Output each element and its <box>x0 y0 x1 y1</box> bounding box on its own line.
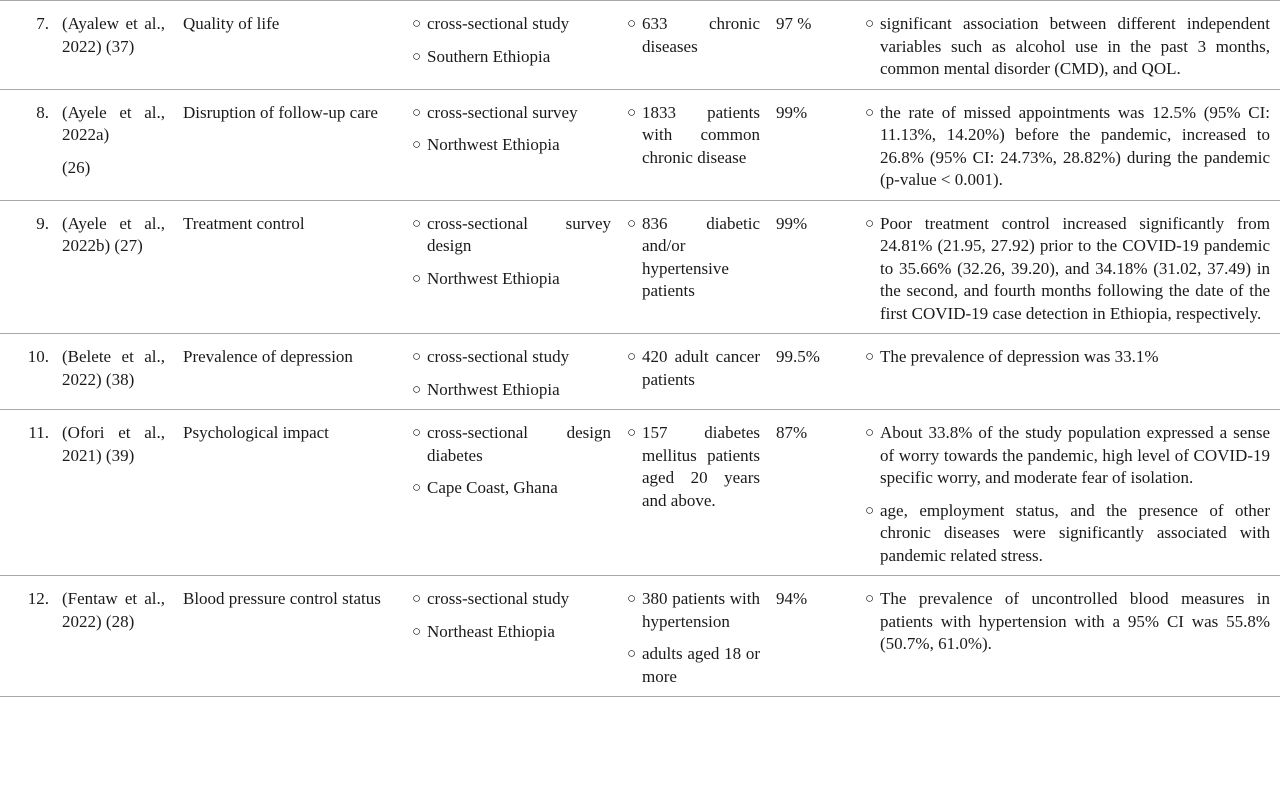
row-number: 7. <box>36 14 49 33</box>
design-item <box>412 213 611 258</box>
bullet-icon: ○ <box>627 646 637 662</box>
finding-text: The prevalence of uncontrolled blood measures in patients with hypertension with a 95% CI was 55.8%(50.7%, 61.0%). <box>880 589 1270 653</box>
design-item <box>412 588 611 611</box>
study-design <box>404 200 619 334</box>
table-row <box>0 1 1280 90</box>
design-item <box>412 422 611 467</box>
bullet-icon: ○ <box>412 591 422 607</box>
finding-text: Poor treatment control increased significantly from 24.81% (21.95, 27.92) prior to the COVID-19 pandemic to 35.66% (32.26, 39.20), and 34.18% (31.02, 37.49) in the second, and fourth months following the date of the first COVID-19 case detection in Ethiopia, respectively. <box>880 213 1270 323</box>
study-sample <box>619 200 768 334</box>
study-reference <box>57 410 175 576</box>
response-rate: 97 % <box>776 14 812 33</box>
bullet-icon: ○ <box>627 425 637 441</box>
design-text: Northwest Ethiopia <box>427 379 560 399</box>
bullet-icon: ○ <box>412 48 422 65</box>
bullet-icon: ○ <box>412 104 422 121</box>
row-number: 10. <box>27 347 49 366</box>
design-item <box>412 13 611 36</box>
study-sample <box>619 1 768 90</box>
study-findings <box>856 200 1280 334</box>
design-item <box>412 621 611 644</box>
bullet-icon: ○ <box>865 425 875 441</box>
study-sample <box>619 576 768 697</box>
bullet-icon: ○ <box>412 137 422 153</box>
study-findings <box>856 1 1280 90</box>
study-reference <box>57 334 175 410</box>
table-row <box>0 576 1280 697</box>
study-topic: Blood pressure control status <box>183 589 381 608</box>
study-reference <box>57 1 175 90</box>
bullet-icon: ○ <box>865 502 875 519</box>
reference-line: (Ayalew et al., 2022) (37) <box>62 14 165 56</box>
design-text: Northeast Ethiopia <box>427 621 555 641</box>
bullet-icon: ○ <box>865 104 875 121</box>
bullet-icon: ○ <box>412 349 422 365</box>
study-topic: Disruption of follow-up care <box>183 102 378 122</box>
finding-text: the rate of missed appointments was 12.5% (95% CI: 11.13%, 14.20%) before the pandemic, increased to 26.8% (95% CI: 24.73%, 28.82%) during the pandemic (p-value < 0.001). <box>880 102 1270 189</box>
study-design <box>404 89 619 200</box>
study-findings <box>856 334 1280 410</box>
bullet-icon: ○ <box>412 215 422 232</box>
row-number: 12. <box>27 589 49 608</box>
study-sample <box>619 89 768 200</box>
response-rate: 99.5% <box>776 347 820 366</box>
table-row <box>0 200 1280 334</box>
sample-text: 633 chronic diseases <box>642 14 760 56</box>
design-item <box>412 379 611 402</box>
sample-item <box>627 588 760 633</box>
bullet-icon: ○ <box>865 16 875 32</box>
finding-item <box>865 422 1270 490</box>
finding-text: About 33.8% of the study population expressed a sense of worry towards the pandemic, high level of COVID-19 specific worry, and moderate fear of isolation. <box>880 423 1270 487</box>
bullet-icon: ○ <box>627 349 637 365</box>
study-findings <box>856 410 1280 576</box>
finding-item <box>865 13 1270 81</box>
study-findings <box>856 89 1280 200</box>
sample-text: 157 diabetes mellitus patients aged 20 years and above. <box>642 423 760 510</box>
reference-line: (Ofori et al., 2021) (39) <box>62 423 165 465</box>
sample-text: adults aged 18 or more <box>642 644 760 686</box>
table-row <box>0 410 1280 576</box>
bullet-icon: ○ <box>627 16 637 32</box>
bullet-icon: ○ <box>412 623 422 640</box>
design-text: cross-sectional survey design <box>427 213 611 255</box>
study-topic: Quality of life <box>183 14 280 33</box>
bullet-icon: ○ <box>865 349 875 365</box>
study-topic: Treatment control <box>183 213 305 233</box>
design-item <box>412 46 611 69</box>
study-design <box>404 334 619 410</box>
finding-item <box>865 213 1270 326</box>
study-design <box>404 410 619 576</box>
reference-line: (Fentaw et al., 2022) (28) <box>62 589 165 631</box>
design-item <box>412 477 611 500</box>
design-item <box>412 346 611 369</box>
sample-text: 836 diabetic and/or hypertensive patients <box>642 213 760 300</box>
table-row <box>0 89 1280 200</box>
bullet-icon: ○ <box>627 591 637 607</box>
study-design <box>404 1 619 90</box>
sample-text: 380 patients with hypertension <box>642 589 760 631</box>
table-body <box>0 1 1280 697</box>
study-reference <box>57 200 175 334</box>
sample-item <box>627 102 760 170</box>
sample-item <box>627 13 760 58</box>
study-sample <box>619 334 768 410</box>
study-topic: Psychological impact <box>183 423 329 442</box>
design-text: Southern Ethiopia <box>427 46 551 66</box>
study-findings <box>856 576 1280 697</box>
sample-item <box>627 346 760 391</box>
study-design <box>404 576 619 697</box>
reference-line: (Ayele et al., 2022b) (27) <box>62 213 165 255</box>
reference-line: (Ayele et al., 2022a) <box>62 102 165 144</box>
design-text: Northwest Ethiopia <box>427 135 560 154</box>
finding-item <box>865 500 1270 568</box>
sample-item <box>627 643 760 688</box>
design-item <box>412 134 611 157</box>
design-item <box>412 102 611 125</box>
design-text: cross-sectional design diabetes <box>427 423 611 465</box>
bullet-icon: ○ <box>412 425 422 441</box>
response-rate: 87% <box>776 423 808 442</box>
finding-text: significant association between different independent variables such as alcohol use in the past 3 months, common mental disorder (CMD), and QOL. <box>880 14 1270 78</box>
row-number: 11. <box>28 423 49 442</box>
design-text: cross-sectional study <box>427 14 570 33</box>
bullet-icon: ○ <box>412 270 422 287</box>
finding-item <box>865 588 1270 656</box>
bullet-icon: ○ <box>865 591 875 607</box>
response-rate: 94% <box>776 589 808 608</box>
finding-item <box>865 346 1270 369</box>
sample-text: 1833 patients with common chronic disease <box>642 102 760 167</box>
sample-item <box>627 422 760 512</box>
design-text: Cape Coast, Ghana <box>427 478 558 497</box>
response-rate: 99% <box>776 102 808 122</box>
reference-line: (26) <box>62 157 91 177</box>
sample-item <box>627 213 760 303</box>
response-rate: 99% <box>776 213 808 233</box>
design-text: Northwest Ethiopia <box>427 268 560 288</box>
design-text: cross-sectional survey <box>427 102 578 122</box>
bullet-icon: ○ <box>412 480 422 496</box>
study-topic: Prevalence of depression <box>183 347 353 366</box>
bullet-icon: ○ <box>627 104 637 121</box>
design-text: cross-sectional study <box>427 347 570 366</box>
bullet-icon: ○ <box>865 215 875 232</box>
bullet-icon: ○ <box>412 16 422 32</box>
finding-text: age, employment status, and the presence of other chronic diseases were significantly associated with pandemic related stress. <box>880 500 1270 565</box>
study-sample <box>619 410 768 576</box>
bullet-icon: ○ <box>412 381 422 398</box>
study-reference <box>57 576 175 697</box>
design-item <box>412 268 611 291</box>
bullet-icon: ○ <box>627 215 637 232</box>
sample-text: 420 adult cancer patients <box>642 347 760 389</box>
finding-text: The prevalence of depression was 33.1% <box>880 347 1159 366</box>
row-number: 9. <box>36 213 49 233</box>
table-row <box>0 334 1280 410</box>
design-text: cross-sectional study <box>427 589 570 608</box>
study-reference <box>57 89 175 200</box>
finding-item <box>865 102 1270 192</box>
row-number: 8. <box>36 102 49 122</box>
reference-line: (Belete et al., 2022) (38) <box>62 347 165 389</box>
